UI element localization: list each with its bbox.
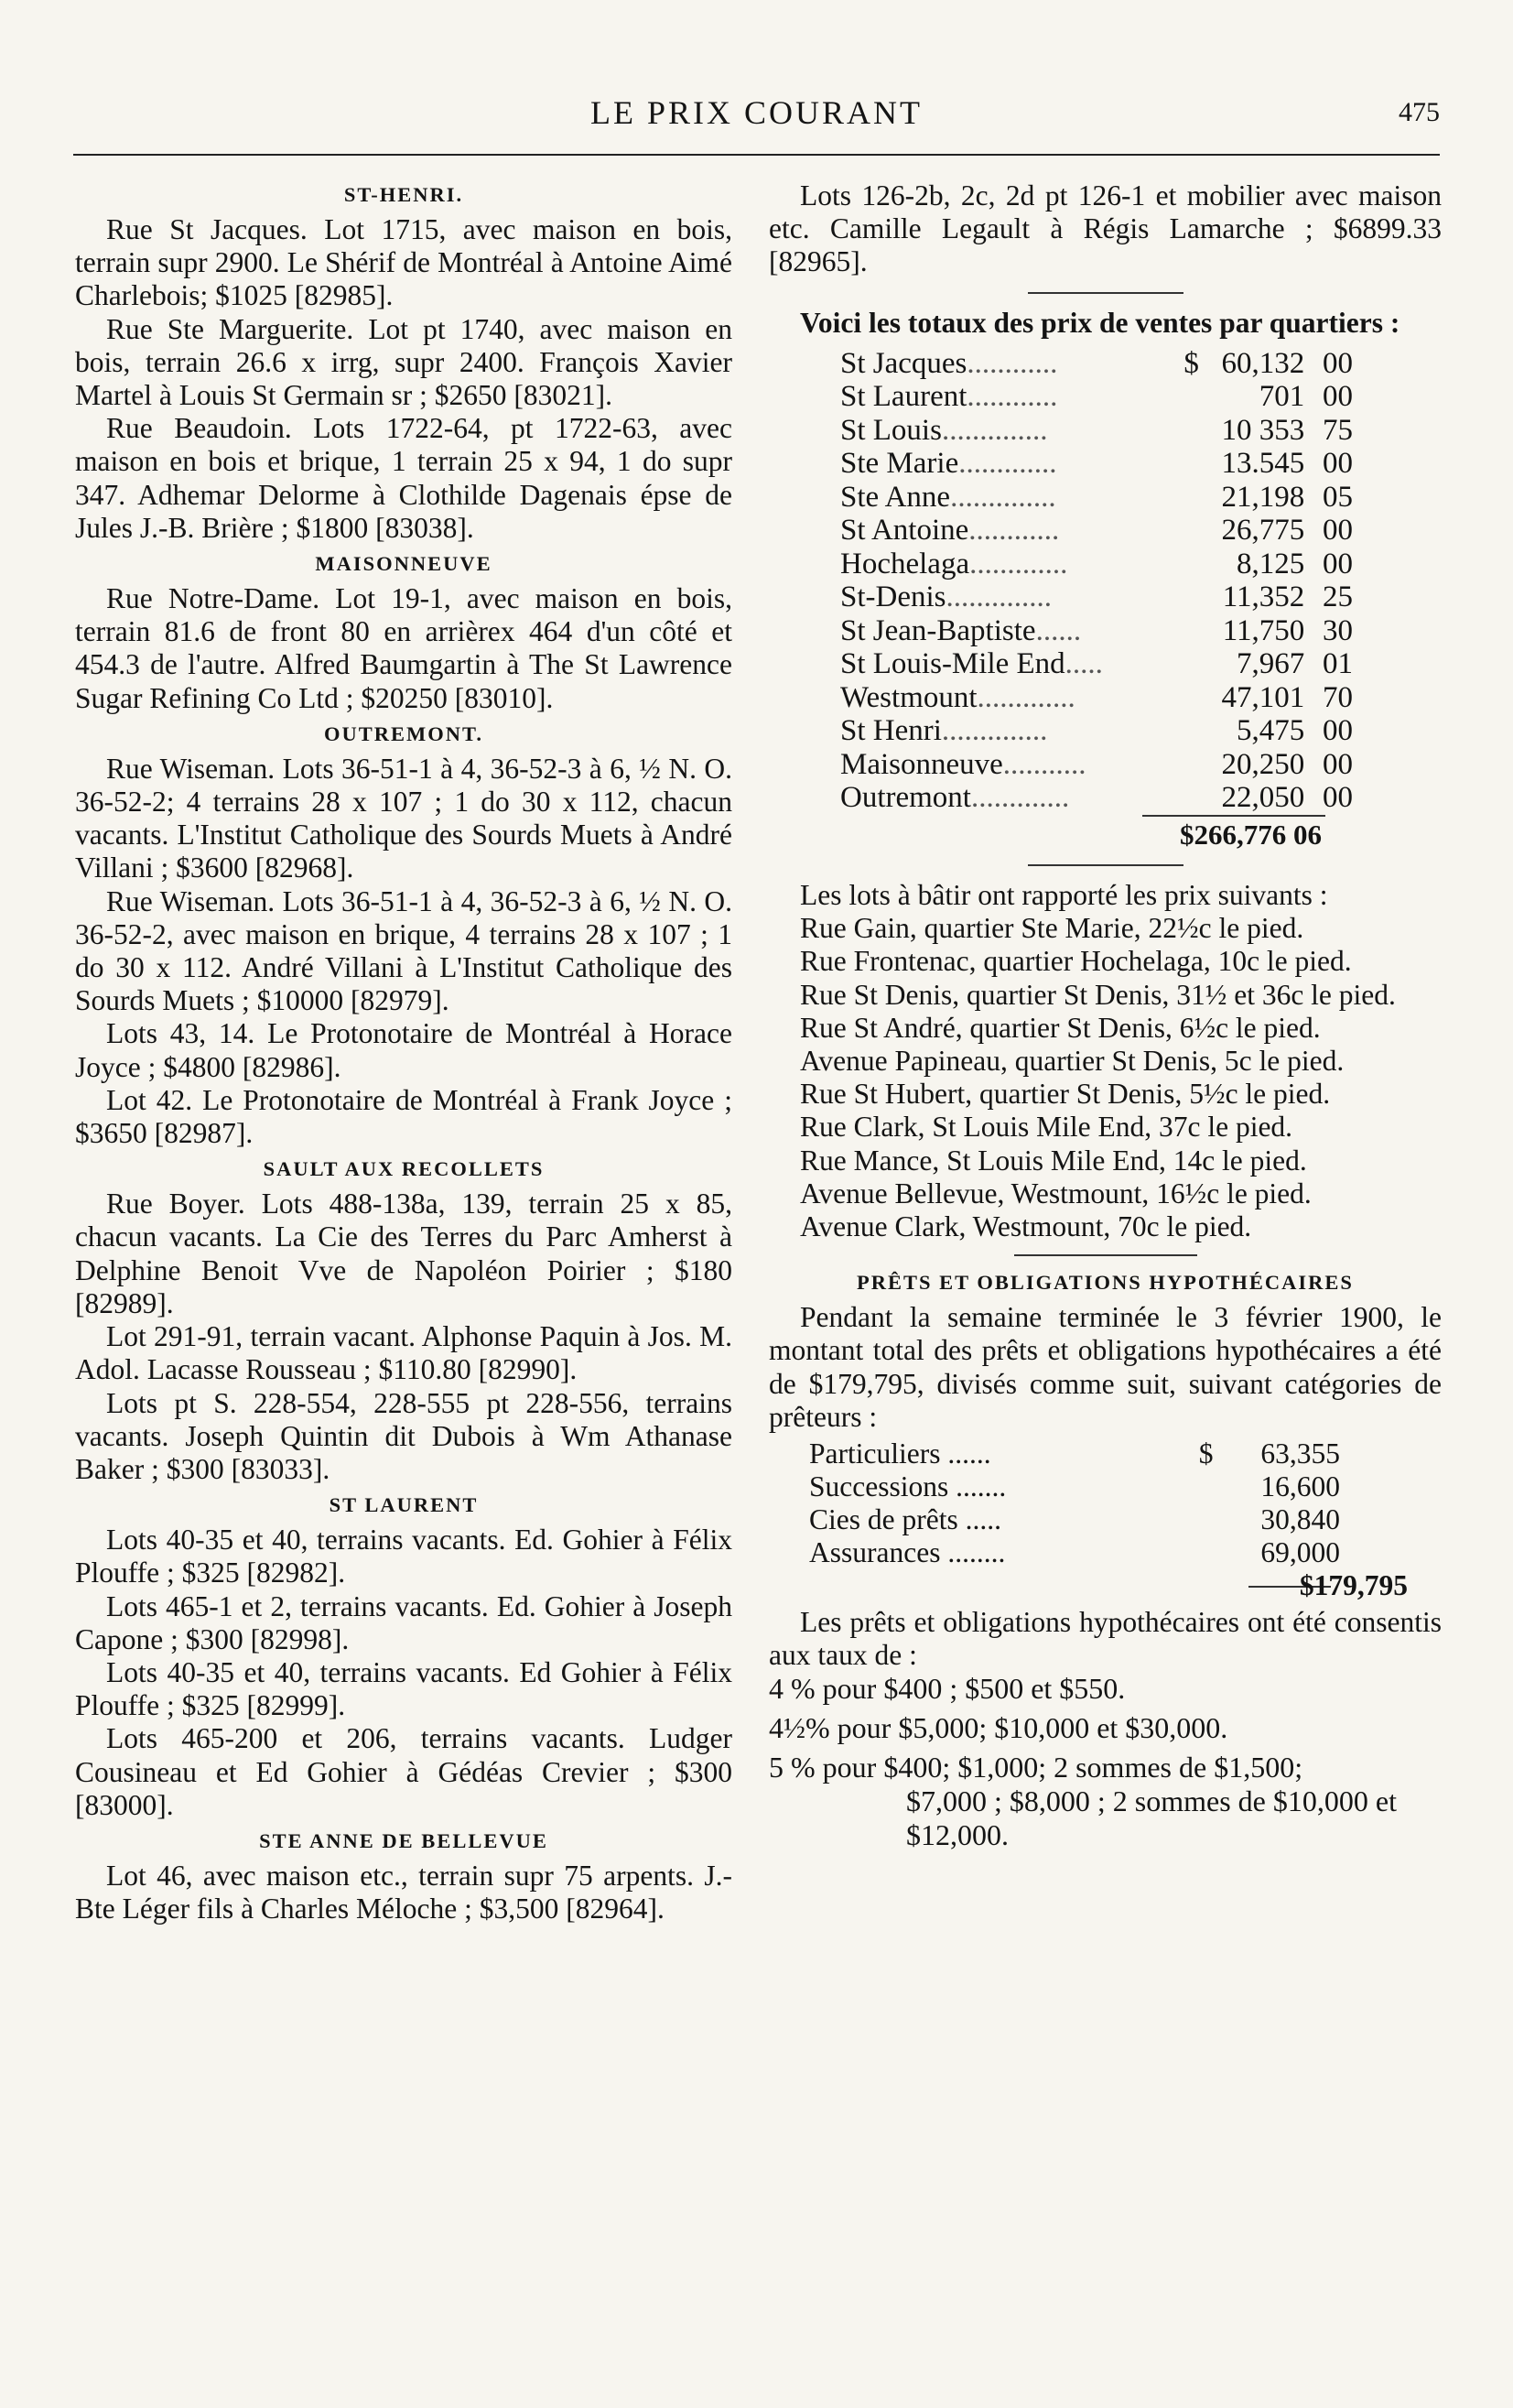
district-amount: 21,198 [1221,480,1305,514]
leader-dots: ............. [969,547,1068,580]
district-cents: 00 [1323,547,1353,580]
district-total-row [840,347,1353,381]
grand-total: $266,776 06 [1180,818,1322,851]
currency-sign [1183,748,1206,782]
district-total-row [840,614,1353,648]
leader-dots: ....... [948,1470,1007,1503]
rate-line-part: 5 % pour $400; $1,000; 2 sommes de $1,500; [769,1751,1303,1784]
leader-dots: ............ [967,380,1058,414]
currency-sign [1183,714,1206,748]
district-name: Westmount [840,680,978,714]
section-rule [1028,864,1183,866]
lender-row [809,1470,1404,1503]
sale-entry: Lots 43, 14. Le Protonotaire de Montréal à Horace Joyce ; $4800 [82986]. [75,1017,732,1083]
rate-line-part: $7,000 ; $8,000 ; 2 sommes de $10,000 et $12,000. [906,1784,1397,1852]
district-cents: 00 [1323,447,1353,481]
currency-sign [1183,681,1206,715]
district-cell [840,380,1183,414]
district-name: St Jean-Baptiste [840,613,1036,647]
leader-dots: .............. [941,413,1048,447]
lender-amount: 69,000 [1260,1536,1340,1569]
district-amount: 10 353 [1221,413,1305,447]
leader-dots: ............. [958,447,1057,481]
district-cell [840,681,1183,715]
district-cents: 25 [1323,580,1353,614]
currency-sign [1183,580,1206,614]
lender-cell [809,1503,1199,1536]
currency-sign [1199,1536,1224,1569]
district-amount: 7,967 [1236,647,1305,681]
currency-sign [1183,647,1206,681]
sale-entry: Rue St Jacques. Lot 1715, avec maison en bois, terrain supr 2900. Le Shérif de Montréal à Antoine Aimé Charlebois; $1025 [82985]. [75,213,732,312]
district-cell [840,580,1183,614]
district-total-row [840,781,1353,815]
district-cell [840,481,1183,515]
currency-sign [1199,1470,1224,1503]
sale-entry-continuation: Lots 126-2b, 2c, 2d pt 126-1 et mobilier avec maison etc. Camille Legault à Régis Lamarche ; $6899.33 [82965]. [769,179,1442,278]
district-amount: 20,250 [1221,747,1305,781]
district-cell [840,347,1183,381]
left-column [75,179,732,1925]
currency-sign [1183,380,1206,414]
district-cents: 05 [1323,480,1353,514]
lender-row [809,1437,1404,1470]
rate-line: 4½% pour $5,000; $10,000 et $30,000. [769,1711,1228,1745]
district-total-row [840,748,1353,782]
leader-dots: ............ [968,514,1060,548]
sale-entry: Lots 40-35 et 40, terrains vacants. Ed Gohier à Félix Plouffe ; $325 [82999]. [75,1655,732,1722]
currency-sign [1183,447,1206,481]
sale-entry: Lots pt S. 228-554, 228-555 pt 228-556, terrains vacants. Joseph Quintin dit Dubois à Wm Athanase Baker ; $300 [83033]. [75,1386,732,1485]
leader-dots: ...... [1035,613,1082,647]
district-cell [840,614,1183,648]
building-lot-price: Avenue Papineau, quartier St Denis, 5c le pied. [800,1045,1345,1078]
sale-entry: Lots 465-200 et 206, terrains vacants. Ludger Cousineau et Ed Gohier à Gédéas Crevier ; $300 [83000]. [75,1722,732,1821]
district-amount: 5,475 [1236,714,1305,748]
district-amount: 13.545 [1221,447,1305,481]
district-cents: 75 [1323,413,1353,447]
district-cents: 70 [1323,680,1353,714]
leader-dots: ........... [1002,747,1086,781]
sale-entry: Rue Ste Marguerite. Lot pt 1740, avec maison en bois, terrain 26.6 x irrg, supr 2400. François Xavier Martel à Louis St Germain sr ; $2650 [83021]. [75,312,732,412]
section-heading-st-laurent: ST LAURENT [329,1493,479,1517]
currency-sign: $ [1183,346,1199,380]
district-amount: 47,101 [1221,680,1305,714]
district-name: St Jacques [840,346,967,380]
district-totals-sum [840,815,1408,851]
sale-entry: Rue Boyer. Lots 488-138a, 139, terrain 25 x 85, chacun vacants. La Cie des Terres du Parc Amherst à Delphine Benoit Vve de Napoléon Poirier ; $180 [82989]. [75,1188,732,1319]
section-heading-outremont: OUTREMONT. [324,721,483,745]
lenders-table [809,1437,1404,1569]
leader-dots: ............. [970,781,1070,815]
district-cents: 00 [1323,346,1353,380]
district-cell [840,548,1183,581]
building-lot-price: Rue Frontenac, quartier Hochelaga, 10c le pied. [800,945,1352,978]
section-heading-st-henri: ST-HENRI. [343,183,464,206]
district-total-row [840,447,1353,481]
district-cell [840,647,1183,681]
district-amount: 26,775 [1221,514,1305,548]
leader-dots: ........ [940,1536,1006,1569]
section-rule [1028,292,1183,294]
leader-dots: .............. [946,580,1052,614]
district-total-row [840,481,1353,515]
building-lots-list [769,912,1442,1243]
district-cents: 00 [1323,781,1353,815]
district-name: Outremont [840,781,971,815]
district-amount: 8,125 [1236,547,1305,580]
page-header [73,84,1440,139]
district-cents: 00 [1323,380,1353,414]
lender-name: Cies de prêts [809,1503,958,1536]
building-lot-price: Rue Gain, quartier Ste Marie, 22½c le pied. [800,912,1304,945]
lender-name: Particuliers [809,1437,941,1470]
currency-sign [1199,1503,1224,1536]
sale-entry: Rue Beaudoin. Lots 1722-64, pt 1722-63, avec maison en bois et brique, 1 terrain 25 x 94, 1 do supr 347. Adhemar Delorme à Clothilde Dagenais épse de Jules J.-B. Brière ; $1800 [83038]. [75,412,732,544]
lender-amount: 30,840 [1260,1503,1340,1536]
leader-dots: ..... [1065,647,1103,681]
currency-sign [1183,481,1206,515]
lender-cell [809,1470,1199,1503]
district-total-row [840,681,1353,715]
district-total-row [840,714,1353,748]
section-heading-ste-anne-de-bellevue: STE ANNE DE BELLEVUE [259,1828,548,1852]
district-name: Hochelaga [840,547,970,580]
district-name: St-Denis [840,580,946,614]
section-heading-maisonneuve: MAISONNEUVE [315,552,492,576]
currency-sign [1183,514,1206,548]
journal-title: LE PRIX COURANT [589,94,923,131]
district-name: St Louis [840,413,942,447]
district-cell [840,748,1183,782]
district-cents: 00 [1323,747,1353,781]
district-total-row [840,414,1353,448]
district-name: Ste Anne [840,480,951,514]
page-number: 475 [1399,97,1440,127]
district-name: St Louis-Mile End [840,647,1065,681]
sale-entry: Lot 291-91, terrain vacant. Alphonse Paquin à Jos. M. Adol. Lacasse Rousseau ; $110.80 [82990]. [75,1320,732,1386]
leader-dots: ...... [940,1437,991,1470]
header-rule [73,154,1440,156]
district-amount: 22,050 [1221,781,1305,815]
district-name: Maisonneuve [840,747,1003,781]
lender-name: Successions [809,1470,949,1503]
district-amount: 60,132 [1221,346,1305,380]
lender-row [809,1536,1404,1569]
lender-row [809,1503,1404,1536]
lender-name: Assurances [809,1536,941,1569]
district-total-row [840,647,1353,681]
lender-cell [809,1536,1199,1569]
right-column [769,179,1442,1858]
currency-sign [1183,781,1206,815]
section-heading-loans: PRÊTS ET OBLIGATIONS HYPOTHÉCAIRES [857,1271,1354,1295]
lender-amount: 16,600 [1260,1470,1340,1503]
district-total-row [840,580,1353,614]
district-name: St Antoine [840,514,969,548]
district-cents: 30 [1323,613,1353,647]
lenders-total: $179,795 [1299,1569,1408,1602]
lender-amount: 63,355 [1260,1437,1340,1470]
district-total-row [840,548,1353,581]
building-lot-price: Rue St Hubert, quartier St Denis, 5½c le pied. [800,1078,1331,1111]
building-lot-price: Avenue Bellevue, Westmount, 16½c le pied. [800,1177,1312,1209]
rate-line-multi [769,1751,1442,1852]
district-cell [840,781,1183,815]
district-cell [840,414,1183,448]
totals-intro: Voici les totaux des prix de ventes par quartiers : [800,306,1400,339]
district-cents: 00 [1323,714,1353,748]
building-lot-price: Rue Clark, St Louis Mile End, 37c le pied. [800,1111,1293,1144]
lender-cell [809,1437,1199,1470]
lenders-total-row [809,1569,1408,1606]
leader-dots: ............ [967,346,1058,380]
leader-dots: .............. [950,480,1056,514]
district-cents: 01 [1323,647,1353,681]
leader-dots: ............. [977,680,1075,714]
rates-intro: Les prêts et obligations hypothécaires ont été consentis aux taux de : [769,1606,1442,1672]
sale-entry: Lots 465-1 et 2, terrains vacants. Ed. Gohier à Joseph Capone ; $300 [82998]. [75,1589,732,1655]
sum-rule [1142,815,1325,817]
building-lot-price: Rue Mance, St Louis Mile End, 14c le pied. [800,1144,1307,1177]
section-heading-sault-aux-recollets: SAULT AUX RECOLLETS [263,1157,545,1181]
rate-line: 4 % pour $400 ; $500 et $550. [769,1672,1126,1706]
district-amount: 701 [1259,380,1305,414]
district-amount: 11,352 [1222,580,1305,614]
sale-entry: Lot 46, avec maison etc., terrain supr 75 arpents. J.-Bte Léger fils à Charles Méloche ; $3,500 [82964]. [75,1859,732,1925]
currency-sign [1183,548,1206,581]
section-rule [1014,1254,1197,1256]
leader-dots: .............. [941,714,1048,748]
loans-intro: Pendant la semaine terminée le 3 février 1900, le montant total des prêts et obligations hypothécaires a été de $179,795, divisés comme suit, suivant catégories de prêteurs : [769,1301,1442,1433]
sale-entry: Rue Wiseman. Lots 36-51-1 à 4, 36-52-3 à 6, ½ N. O. 36-52-2; 4 terrains 28 x 107 ; 1 do 30 x 112, chacun vacants. L'Institut Catholique des Sourds Muets à André Villani ; $3600 [82968]. [75,752,732,884]
district-name: St Henri [840,714,942,748]
building-lot-price: Rue St André, quartier St Denis, 6½c le pied. [800,1011,1321,1044]
district-cell [840,447,1183,481]
sale-entry: Rue Wiseman. Lots 36-51-1 à 4, 36-52-3 à 6, ½ N. O. 36-52-2, avec maison en brique, 4 terrains 28 x 107 ; 1 do 30 x 112. André Villani à L'Institut Catholique des Sourds Muets ; $10000 [82979]. [75,884,732,1017]
district-cents: 00 [1323,514,1353,548]
currency-sign [1183,414,1206,448]
district-totals-table [840,347,1353,815]
district-cell [840,514,1183,548]
currency-sign: $ [1198,1437,1214,1470]
sale-entry: Lots 40-35 et 40, terrains vacants. Ed. Gohier à Félix Plouffe ; $325 [82982]. [75,1524,732,1589]
building-lot-price: Rue St Denis, quartier St Denis, 31½ et 36c le pied. [800,978,1396,1011]
district-name: Ste Marie [840,447,959,481]
district-total-row [840,380,1353,414]
building-lots-intro: Les lots à bâtir ont rapporté les prix suivants : [800,879,1328,912]
currency-sign [1183,614,1206,648]
leader-dots: ..... [957,1503,1001,1536]
district-cell [840,714,1183,748]
building-lot-price: Avenue Clark, Westmount, 70c le pied. [800,1210,1252,1243]
district-name: St Laurent [840,380,967,414]
sale-entry: Rue Notre-Dame. Lot 19-1, avec maison en bois, terrain 81.6 de front 80 en arrièrex 464 d'un côté et 454.3 de l'autre. Alfred Baumgartin à The St Lawrence Sugar Refining Co Ltd ; $20250 [83010]. [75,582,732,714]
district-amount: 11,750 [1222,613,1305,647]
sale-entry: Lot 42. Le Protonotaire de Montréal à Frank Joyce ; $3650 [82987]. [75,1083,732,1150]
district-total-row [840,514,1353,548]
